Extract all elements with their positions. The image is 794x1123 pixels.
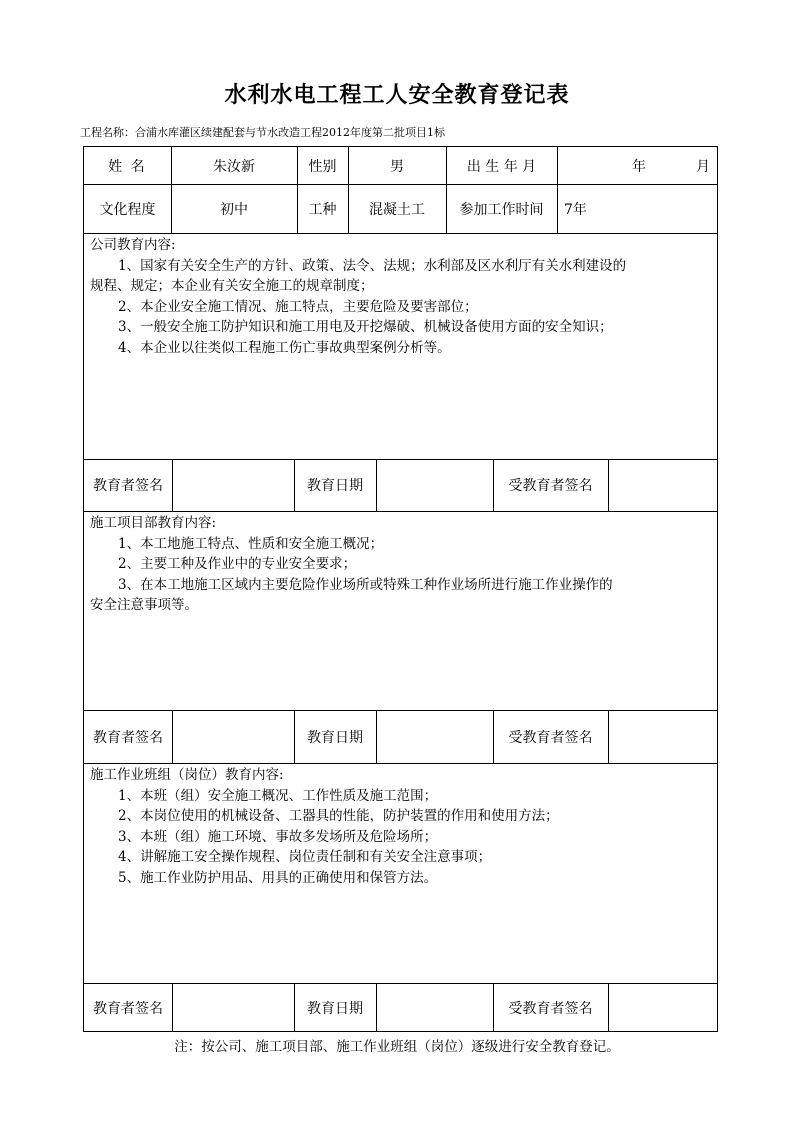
content-line: 3、一般安全施工防护知识和施工用电及开挖爆破、机械设备使用方面的安全知识；	[118, 319, 613, 335]
project-name-line: 工程名称：合浦水库灌区续建配套与节水改造工程2012年度第二批项目1标	[80, 126, 445, 139]
content-line: 规程、规定；本企业有关安全施工的规章制度；	[90, 278, 374, 294]
trade-value: 混凝土工	[369, 201, 425, 218]
education-value: 初中	[220, 201, 248, 218]
content-line: 1、本工地施工特点、性质和安全施工概况；	[118, 535, 384, 552]
education-date-label: 教育日期	[307, 1000, 363, 1017]
content-line: 3、在本工地施工区域内主要危险作业场所或特殊工种作业场所进行施工作业操作的	[118, 576, 613, 593]
trade-label: 工种	[308, 201, 337, 218]
footnote: 注：按公司、施工项目部、施工作业班组（岗位）逐级进行安全教育登记。	[174, 1039, 620, 1055]
section-title: 施工作业班组（岗位）教育内容:	[90, 767, 284, 783]
content-line: 2、本岗位使用的机械设备、工器具的性能，防护装置的作用和使用方法；	[118, 808, 559, 824]
content-line: 5、施工作业防护用品、用具的正确使用和保管方法。	[118, 869, 438, 886]
gender-label: 性别	[308, 158, 337, 175]
birth-date-label: 出 生 年 月	[466, 158, 537, 175]
trainee-signature-label: 受教育者签名	[508, 478, 593, 494]
trainee-signature-label: 受教育者签名	[508, 729, 593, 746]
education-date-label: 教育日期	[307, 729, 363, 746]
content-line: 1、本班（组）安全施工概况、工作性质及施工范围；	[118, 787, 438, 804]
registration-table	[83, 146, 718, 1032]
education-label: 文化程度	[99, 201, 156, 218]
content-line: 4、讲解施工安全操作规程、岗位责任制和有关安全注意事项；	[118, 849, 492, 865]
content-line: 安全注意事项等。	[90, 597, 198, 613]
content-line: 2、本企业安全施工情况、施工特点，主要危险及要害部位；	[118, 298, 478, 315]
content-line: 4、本企业以往类似工程施工伤亡事故典型案例分析等。	[118, 339, 451, 356]
education-date-label: 教育日期	[307, 478, 363, 494]
gender-value: 男	[390, 158, 404, 175]
educator-signature-label: 教育者签名	[93, 729, 163, 746]
team-education-content	[90, 765, 713, 888]
birth-month-label: 月	[696, 158, 710, 175]
work-time-label: 参加工作时间	[459, 201, 544, 218]
section-title: 公司教育内容:	[90, 237, 176, 253]
company-education-content	[90, 235, 713, 358]
form-title: 水利水电工程工人安全教育登记表	[224, 83, 570, 108]
content-line: 1、国家有关安全生产的方针、政策、法令、法规；水利部及区水利厅有关水利建设的	[118, 257, 627, 274]
educator-signature-label: 教育者签名	[93, 478, 163, 494]
content-line: 2、主要工种及作业中的专业安全要求；	[118, 556, 357, 572]
birth-year-label: 年	[632, 158, 646, 175]
content-line: 3、本班（组）施工环境、事故多发场所及危险场所；	[118, 828, 438, 845]
name-value: 朱汝新	[213, 158, 255, 175]
project-dept-education-content	[90, 513, 713, 616]
trainee-signature-label: 受教育者签名	[508, 1000, 593, 1017]
section-title: 施工项目部教育内容:	[90, 515, 217, 531]
name-label: 姓 名	[108, 158, 147, 175]
work-time-value: 7年	[564, 201, 587, 218]
educator-signature-label: 教育者签名	[93, 1000, 163, 1017]
